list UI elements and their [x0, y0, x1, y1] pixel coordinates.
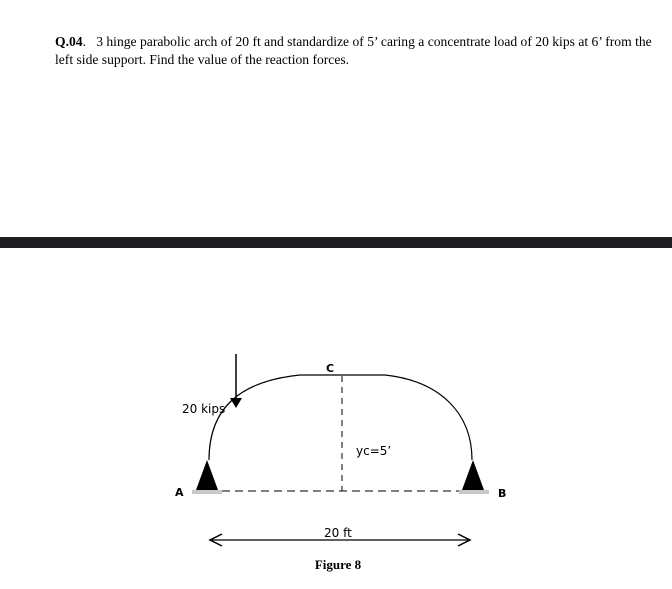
load-label: 20 kips	[182, 402, 226, 416]
right-support-label: B	[498, 487, 507, 500]
question-body: 3 hinge parabolic arch of 20 ft and standardize of 5’ caring a concentrate load of 20 kips at 6’ from the left side support. Find the value of the reaction forces.	[55, 34, 652, 67]
question-text-block	[55, 33, 655, 69]
page-divider-bar	[0, 237, 672, 248]
crown-label: C	[326, 362, 335, 375]
span-label: 20 ft	[324, 526, 352, 540]
rise-label: yc=5’	[356, 444, 392, 458]
load-arrow-head	[230, 398, 242, 408]
arch-diagram	[0, 248, 672, 589]
right-support-triangle	[462, 460, 484, 490]
left-support-triangle	[196, 460, 218, 490]
question-number: Q.04	[55, 34, 83, 49]
question-number-dot: .	[82, 34, 86, 49]
right-support-base	[459, 490, 489, 494]
left-support-base	[192, 490, 222, 494]
arch-curve	[209, 375, 472, 460]
arch-figure	[0, 248, 672, 589]
left-support-label: A	[175, 486, 184, 499]
figure-caption: Figure 8	[314, 557, 362, 572]
